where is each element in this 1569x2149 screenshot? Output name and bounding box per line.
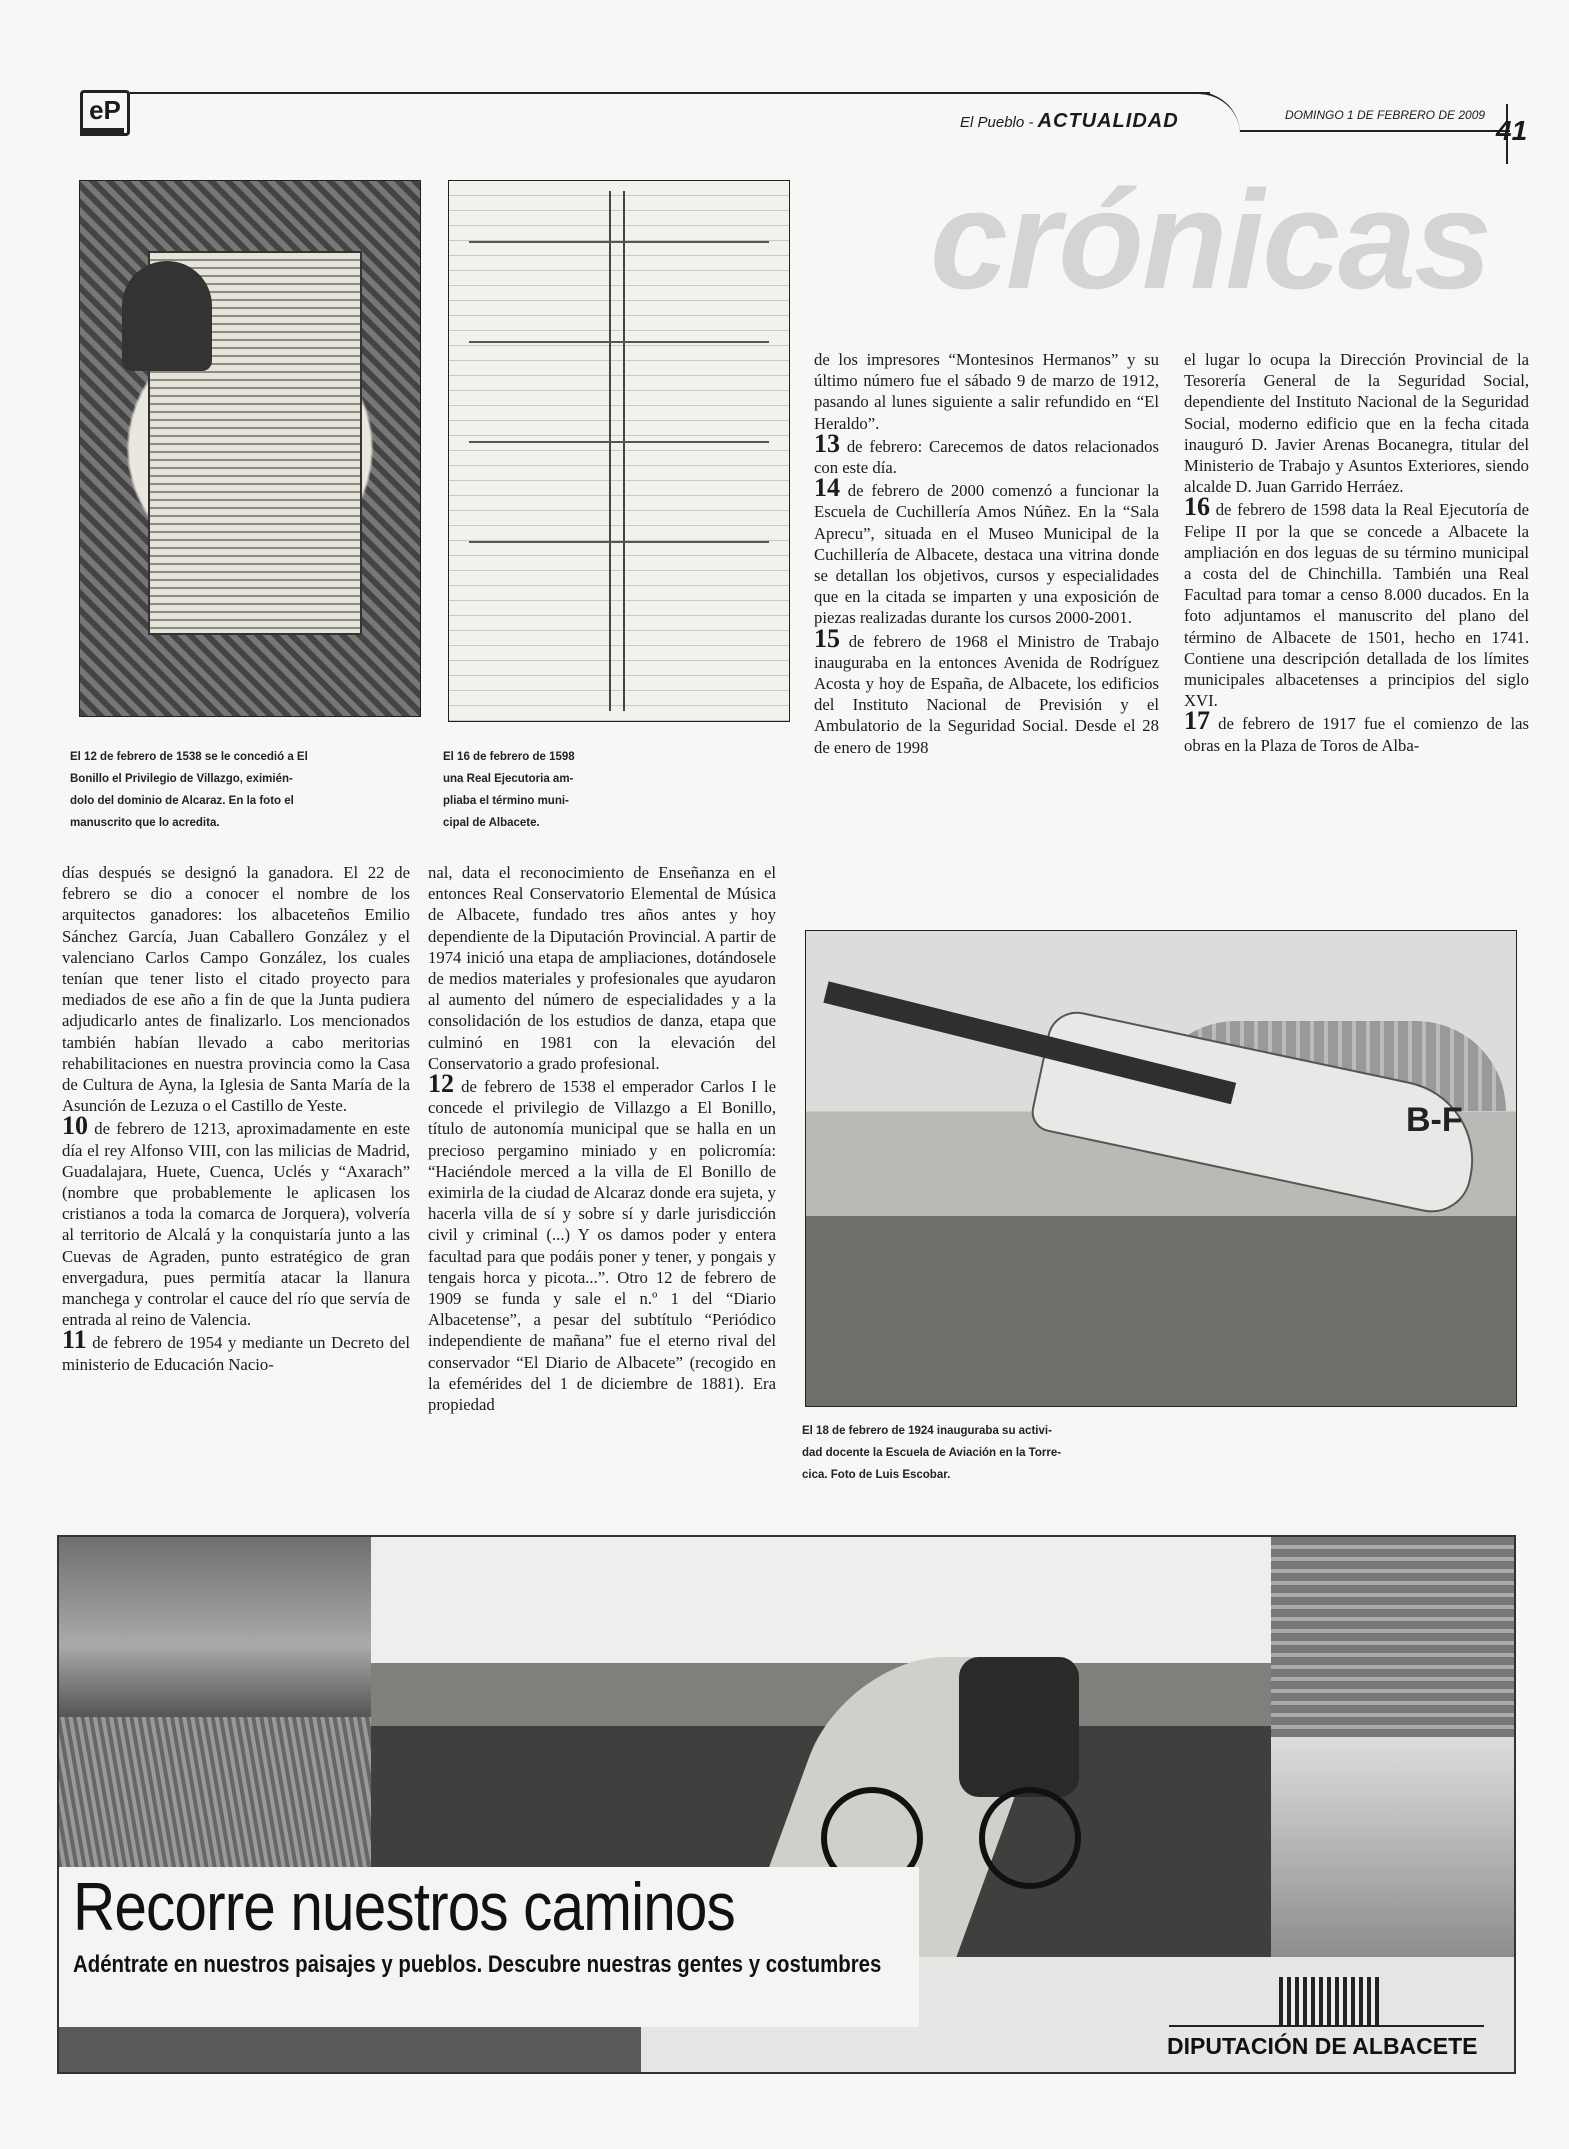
header-rule (130, 92, 1210, 94)
newspaper-logo: eP (80, 90, 130, 136)
day-number: 10 (62, 1111, 88, 1141)
paragraph-text: de febrero de 1968 el Ministro de Trabajo inauguraba en la entonces Avenida de Rodríguez Acosta y hoy de España, de Albacete, los edificios del Instituto Nacional de Previsión y el Ambulatorio de la Seguridad Social. Desde el 28 de enero de 1998 (814, 631, 1159, 757)
day-number: 16 (1184, 492, 1210, 522)
article-paragraph (1184, 349, 1529, 497)
logo-underline (80, 128, 124, 136)
map-branch (469, 241, 769, 243)
article-paragraph (814, 473, 1159, 628)
article-paragraph (814, 428, 1159, 478)
map-axis (609, 191, 625, 711)
paragraph-text: de febrero de 1598 data la Real Ejecutoría de Felipe II por la que se concede a Albacete la ampliación en dos leguas de su término municipal a costa del de Chinchilla. También una Real Facultad para tomar a censo 8.000 ducados. En la foto adjuntamos el manuscrito del plano del término de Albacete de 1501, hecho en 1741. Contiene una descripción detallada de los límites municipales albacetenses a principios del siglo XVI. (1184, 500, 1529, 711)
article-paragraph (1184, 492, 1529, 711)
paragraph-text: de febrero de 1538 el emperador Carlos I le concede el privilegio de Villazgo a El Bonillo, título de autonomía municipal que se halla en un precioso pergamino miniado y en policromía: “Haciéndole merced a la villa de El Bonillo de eximirla de la ciudad de Alcaraz donde era sujeta, y hacerla villa de sí y sobre sí y darle jurisdicción civil y criminal (...) Y os damos poder y entera facultad para que podáis poner y tener, y pongais y tengais horca y picota...”. Otro 12 de febrero de 1909 se funda y sale el n.º 1 del “Diario Albacetense”, a pesar del subtítulo “Periódico independiente de mañana” fue el eterno rival del conservador “El Diario de Albacete” (recogido en la efemérides del 1 de diciembre de 1881). Era propiedad (428, 1077, 776, 1415)
paragraph-text: de febrero de 2000 comenzó a funcionar la Escuela de Cuchillería Amos Núñez. En la “Sala Aprecu”, situada en el Museo Municipal de la Cuchillería de Albacete, destaca una vitrina donde se detallan los objetivos, cursos y especialidades que en la citada se imparten y una exposición de piezas realizadas durante los cursos 2000-2001. (814, 481, 1159, 628)
coat-of-arms (122, 261, 212, 371)
paragraph-text: nal, data el reconocimiento de Enseñanza en el entonces Real Conservatorio Elemental de Música de Albacete, fundado tres años antes y hoy dependiente de la Diputación Provincial. A partir de 1974 inició una etapa de ampliaciones, dotándosele de medios materiales y profesionales que ayudaron al aumento del número de especialidades y a la consolidación de los estudios de danza, etapa que culminó en 1981 con la elevación del Conservatorio a grado profesional. (428, 863, 776, 1073)
paragraph-text: de febrero de 1954 y mediante un Decreto del ministerio de Educación Nacio- (62, 1333, 410, 1374)
ad-title: Recorre nuestros caminos (73, 1869, 735, 1945)
ad-photo-building (1271, 1537, 1514, 1737)
ad-subtitle: Adéntrate en nuestros paisajes y pueblos. Descubre nuestras gentes y costumbres (73, 1951, 882, 1978)
tourism-advertisement (57, 1535, 1516, 2074)
article-column-2 (428, 862, 776, 1415)
map-branch (469, 441, 769, 443)
section-title: crónicas (930, 161, 1490, 318)
publication-name: El Pueblo - ACTUALIDAD (960, 110, 1179, 132)
day-number: 12 (428, 1069, 454, 1099)
org-rule (1169, 2025, 1484, 2027)
photo1-caption: El 12 de febrero de 1538 se le concedió a El Bonillo el Privilegio de Villazgo, eximién- dolo del dominio de Alcaraz. En la foto el manuscrito que lo acredita. (70, 751, 308, 829)
photo3-caption: El 18 de febrero de 1924 inauguraba su activi- dad docente la Escuela de Aviación en la Torre- cica. Foto de Luis Escobar. (802, 1425, 1062, 1481)
organization-name: DIPUTACIÓN DE ALBACETE (1167, 2033, 1478, 2059)
day-number: 17 (1184, 706, 1210, 736)
map-manuscript-photo (448, 180, 790, 722)
article-column-4 (1184, 349, 1529, 756)
header-rule-curve (1180, 92, 1240, 134)
article-paragraph (428, 862, 776, 1074)
diputacion-logo (1279, 1977, 1379, 2027)
paragraph-text: de los impresores “Montesinos Hermanos” y su último número fue el sábado 9 de marzo de 1912, pasando al lunes siguiente a salir refundido en “El Heraldo”. (814, 350, 1159, 433)
article-column-3 (814, 349, 1159, 758)
article-paragraph (1184, 706, 1529, 755)
map-branch (469, 541, 769, 543)
manuscript-photo (79, 180, 421, 717)
article-paragraph (62, 862, 410, 1116)
article-column-1 (62, 862, 410, 1375)
header-rule-right (1240, 130, 1510, 132)
article-paragraph (62, 1111, 410, 1330)
issue-date: DOMINGO 1 DE FEBRERO DE 2009 (1285, 108, 1486, 122)
bicycle-wheel (979, 1787, 1081, 1889)
paragraph-text: días después se designó la ganadora. El 22 de febrero se dio a conocer el nombre de los arquitectos ganadores: los albaceteños Emilio Sánchez García, Juan Caballero González y el valenciano Carlos Campo González, los cuales tenían que tener listo el citado proyecto para mediados de ese año a fin de que la Junta pudiera adjudicarlo antes de finalizarlo. Los mencionados también habían llevado a cabo meritorias rehabilitaciones en nuestra provincia como la Casa de Cultura de Ayna, la Iglesia de Santa María de la Asunción de Lezuza o el Castillo de Yeste. (62, 863, 410, 1116)
day-number: 13 (814, 428, 840, 458)
paragraph-text: el lugar lo ocupa la Dirección Provincial de la Tesorería General de la Seguridad Social, dependiente del Instituto Nacional de la Seguridad Social, moderno edificio que en la fecha citada inauguró D. Javier Arenas Bocanegra, titular del Ministerio de Trabajo y Asuntos Exteriores, siendo alcalde D. Juan Garrido Herráez. (1184, 350, 1529, 497)
article-paragraph (428, 1069, 776, 1415)
day-number: 15 (814, 623, 840, 653)
photo2-caption: El 16 de febrero de 1598 una Real Ejecutoria am- pliaba el término muni- cipal de Albacete. (443, 751, 575, 829)
ad-photo-landscape (59, 1537, 371, 1717)
bicycle-pack (959, 1657, 1079, 1797)
day-number: 11 (62, 1325, 87, 1355)
biplane-photo (805, 930, 1517, 1407)
plane-registration: B-F (1406, 1101, 1463, 1139)
article-paragraph (62, 1325, 410, 1374)
paragraph-text: de febrero de 1213, aproximadamente en este día el rey Alfonso VIII, con las milicias de Madrid, Guadalajara, Huete, Cuenca, Uclés y “Axarach” (nombre que probablemente le aplicasen los cristianos a toda la comarca de Jorquera), volvería al territorio de Alcalá y la conquistaría junto a las Cuevas de Agraden, punto estratégico de gran envergadura, pues permitía atacar la llanura manchega y controlar el cauce del río que servía de entrada al reino de Valencia. (62, 1119, 410, 1330)
day-number: 14 (814, 473, 840, 503)
article-paragraph (814, 623, 1159, 758)
paragraph-text: de febrero: Carecemos de datos relacionados con este día. (814, 436, 1159, 478)
map-branch (469, 341, 769, 343)
ad-photo-village (1271, 1737, 1514, 1957)
paragraph-text: de febrero de 1917 fue el comienzo de las obras en la Plaza de Toros de Alba- (1184, 714, 1529, 755)
page-number: 41 (1496, 115, 1528, 146)
article-paragraph (814, 349, 1159, 434)
